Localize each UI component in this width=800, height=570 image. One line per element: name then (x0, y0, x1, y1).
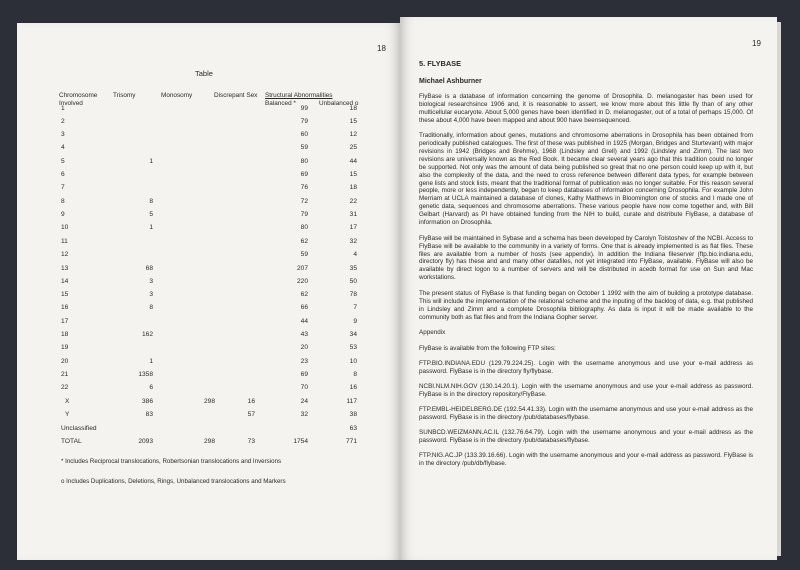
table-row (17, 357, 400, 367)
cell-trisomy: 2093 (138, 438, 153, 445)
cell-monosomy: 298 (203, 398, 215, 405)
cell-trisomy: 68 (145, 265, 153, 272)
table-row (17, 170, 400, 180)
table-row (17, 370, 400, 380)
cell-chromosome: X (65, 398, 70, 405)
cell-unbalanced: 117 (346, 398, 357, 405)
ftp-intro: FlyBase is available from the following FTP sites: (419, 344, 556, 352)
cell-unbalanced: 15 (349, 118, 357, 125)
cell-chromosome: 13 (61, 265, 69, 272)
article (419, 60, 753, 475)
cell-unbalanced: 38 (349, 411, 357, 418)
cell-unbalanced: 32 (349, 238, 357, 245)
cell-chromosome: 18 (61, 331, 69, 338)
cell-unbalanced: 44 (349, 158, 357, 165)
cell-unbalanced: 35 (349, 265, 357, 272)
cell-chromosome: 20 (61, 358, 69, 365)
cell-trisomy: 6 (149, 384, 153, 391)
cell-trisomy: 1 (149, 358, 153, 365)
cell-discrepant-sex: 57 (247, 411, 255, 418)
cell-trisomy: 1 (149, 158, 153, 165)
header-unbalanced: Unbalanced o (319, 100, 359, 107)
cell-balanced: 220 (296, 278, 308, 285)
cell-unbalanced: 10 (349, 358, 357, 365)
paragraph: FlyBase will be maintained in Sybase and a schema has been developed by Carolyn Tolstoshev of the NCBI. Access to FlyBase will be available to the community in a variety of forms. One that is already implemented is as flat files. These files are available from a number of hosts (see appendix). In addition the Indiana fileserver (ftp.bio.indiana.edu, directory fly) has these and and many other datafiles, not yet integrated into FlyBase, available. FlyBase will also be available by direct logon to a number of servers and will be distributed in acedb format for use on Sun and Mac workstations. (419, 234, 753, 282)
cell-discrepant-sex: 16 (247, 398, 255, 405)
cell-trisomy: 5 (149, 211, 153, 218)
cell-unbalanced: 18 (349, 184, 357, 191)
header-discrepant-sex: Discrepant Sex (214, 92, 258, 99)
cell-chromosome: 4 (61, 144, 65, 151)
cell-unbalanced: 25 (349, 144, 357, 151)
cell-balanced: 59 (300, 251, 308, 258)
cell-balanced: 44 (300, 318, 308, 325)
cell-chromosome: 21 (61, 371, 69, 378)
left-page (17, 23, 400, 560)
cell-chromosome: 11 (61, 238, 68, 245)
cell-unbalanced: 22 (349, 198, 357, 205)
cell-balanced: 23 (300, 358, 308, 365)
section-title: 5. FLYBASE (419, 59, 462, 68)
header-involved: Involved (59, 100, 83, 107)
cell-monosomy: 298 (203, 438, 215, 445)
cell-balanced: 70 (300, 384, 308, 391)
page-edge (777, 22, 781, 556)
cell-trisomy: 8 (149, 198, 153, 205)
ftp-site: NCBI.NLM.NIH.GOV (130.14.20.1). Login with the username anonymous and use your e-mail address as password. FlyBase is in the directory repository/FlyBase. (419, 383, 753, 399)
cell-unbalanced: 63 (349, 425, 357, 432)
cell-chromosome: TOTAL (61, 438, 82, 445)
cell-balanced: 76 (300, 184, 308, 191)
page-number-left: 18 (377, 44, 386, 53)
cell-balanced: 80 (300, 158, 308, 165)
paragraph: The present status of FlyBase is that funding began on October 1 1992 with the aim of building a prototype database. This will include the implementation of the relational scheme and the inputing of the backlog of data, e.g. that published in Lindsley and Zimm and a complete Drosophila bibliography. As data is input it will be made available to the community both as flat files and from the Indiana Gopher server. (419, 289, 753, 321)
cell-chromosome: 5 (61, 158, 65, 165)
cell-discrepant-sex: 73 (247, 438, 255, 445)
cell-unbalanced: 9 (353, 318, 357, 325)
cell-trisomy: 1358 (138, 371, 153, 378)
cell-balanced: 69 (300, 371, 308, 378)
cell-chromosome: 9 (61, 211, 65, 218)
cell-chromosome: 17 (61, 318, 69, 325)
paragraph: FlyBase is a database of information concerning the genome of Drosophila. D. melanogaster has been used for biological researchsince 1906 and, it is reasonable to assert, we know more about this little fly than of any other multicellular eucaryote. About 5,000 genes have been identified in D. melanogaster, out of a total of perhaps 15,000. Of these about 4,000 have been mapped and about 900 have beensequenced. (419, 92, 753, 124)
table-row (17, 237, 400, 247)
cell-chromosome: 15 (61, 291, 69, 298)
cell-balanced: 1754 (293, 438, 308, 445)
cell-trisomy: 83 (145, 411, 153, 418)
table-row (17, 397, 400, 407)
cell-chromosome: 19 (61, 344, 69, 351)
cell-unbalanced: 53 (349, 344, 357, 351)
cell-unbalanced: 8 (353, 371, 357, 378)
cell-chromosome: 8 (61, 198, 65, 205)
header-monosomy: Monosomy (161, 92, 193, 99)
cell-chromosome: 6 (61, 171, 65, 178)
cell-balanced: 66 (300, 304, 308, 311)
header-trisomy: Trisomy (113, 92, 136, 99)
cell-balanced: 24 (300, 398, 308, 405)
page-number-right: 19 (752, 39, 761, 48)
cell-unbalanced: 4 (353, 251, 357, 258)
cell-unbalanced: 31 (349, 211, 357, 218)
cell-unbalanced: 15 (349, 171, 357, 178)
cell-balanced: 60 (300, 131, 308, 138)
cell-trisomy: 8 (149, 304, 153, 311)
cell-balanced: 20 (300, 344, 308, 351)
cell-unbalanced: 34 (349, 331, 357, 338)
table-row (17, 424, 400, 434)
cell-unbalanced: 7 (353, 304, 357, 311)
appendix-heading: Appendix (419, 329, 446, 337)
cell-balanced: 99 (300, 105, 308, 112)
cell-balanced: 79 (300, 118, 308, 125)
table-row (17, 303, 400, 313)
header-structural: Structural Abnormalities (265, 92, 333, 99)
cell-balanced: 43 (300, 331, 308, 338)
table-row (17, 290, 400, 300)
header-balanced: Balanced * (265, 100, 296, 107)
cell-chromosome: 1 (61, 105, 65, 112)
table-row (17, 117, 400, 127)
cell-balanced: 69 (300, 171, 308, 178)
table-row (17, 197, 400, 207)
cell-unbalanced: 50 (349, 278, 357, 285)
cell-unbalanced: 12 (349, 131, 357, 138)
cell-chromosome: Unclassified (61, 425, 97, 432)
table-row (17, 410, 400, 420)
cell-unbalanced: 18 (349, 105, 357, 112)
author-name: Michael Ashburner (419, 77, 482, 85)
footnote-unbalanced: o Includes Duplications, Deletions, Rings, Unbalanced translocations and Markers (61, 478, 286, 485)
right-page (400, 17, 777, 560)
cell-trisomy: 3 (149, 278, 153, 285)
cell-chromosome: Y (65, 411, 70, 418)
cell-unbalanced: 78 (349, 291, 357, 298)
table-row (17, 210, 400, 220)
cell-chromosome: 22 (61, 384, 69, 391)
table-row (17, 317, 400, 327)
paragraph: Traditionally, information about genes, mutations and chromosome aberrations in Drosophila has been obtained from periodically published catalogues. The first of these was published in 1925 (Morgan, Bridges and Sturtevant) with major revisions in 1942 (Bridges and Brehme), 1968 (Lindsley and Grell) and 1992 (Lindsley and Zimm). The last two revisions are universally known as the Red Book. It became clear several years ago that this tradition could no longer be supported. Not only was the amount of data being published so great that no one person could keep up with it, but also the complexity of the data, and the need to cross reference between different data types, for example between gene lists and stock lists, meant that the traditional format of publication was no longer suitable. For this reason several people, more or less independently, began to keep databases of information concerning Drosophila. For example John Merriam at UCLA maintained a database of clones, Kathy Matthews in Bloomington one of stocks and I made one of genetic data, sequences and chromosome aberrations. These various people have now come together and, with Bill Gelbart (Harvard) as PI have obtained funding from the NIH to build, curate and distribute FlyBase, a database of information on Drosophila. (419, 132, 753, 227)
table-row (17, 143, 400, 153)
cell-balanced: 59 (300, 144, 308, 151)
cell-chromosome: 12 (61, 251, 69, 258)
table-row (17, 223, 400, 233)
table-row (17, 157, 400, 167)
ftp-site: FTP.BIO.INDIANA.EDU (129.79.224.25). Login with the username anonymous and use your e-mail address as password. FlyBase is in the directory fly/flybase. (419, 360, 753, 376)
cell-chromosome: 7 (61, 184, 65, 191)
cell-trisomy: 162 (141, 331, 153, 338)
ftp-site: FTP.EMBL-HEIDELBERG.DE (192.54.41.33). Login with the username anonymous and use your e-mail address as the password. FlyBase is in the directory /pub/databases/flybase. (419, 406, 753, 422)
cell-chromosome: 16 (61, 304, 69, 311)
cell-balanced: 207 (296, 265, 308, 272)
table-row (17, 383, 400, 393)
cell-unbalanced: 16 (349, 384, 357, 391)
table-row (17, 104, 400, 114)
cell-unbalanced: 17 (349, 224, 357, 231)
cell-chromosome: 14 (61, 278, 69, 285)
cell-balanced: 80 (300, 224, 308, 231)
cell-balanced: 62 (300, 291, 308, 298)
table-row (17, 277, 400, 287)
cell-balanced: 79 (300, 211, 308, 218)
cell-trisomy: 386 (141, 398, 153, 405)
table-row (17, 343, 400, 353)
cell-balanced: 72 (300, 198, 308, 205)
cell-chromosome: 3 (61, 131, 65, 138)
cell-chromosome: 2 (61, 118, 65, 125)
cell-unbalanced: 771 (345, 438, 357, 445)
ftp-site: FTP.NIG.AC.JP (133.39.16.66). Login with the username anonymous and your e-mail address as password. FlyBase is in the directory /pub/db/flybase. (419, 452, 753, 468)
table-row (17, 437, 400, 447)
cell-balanced: 32 (300, 411, 308, 418)
header-chromosome: Chromosome (59, 92, 98, 99)
table-row (17, 330, 400, 340)
table-row (17, 264, 400, 274)
cell-trisomy: 3 (149, 291, 153, 298)
cell-trisomy: 1 (149, 224, 153, 231)
table-row (17, 183, 400, 193)
table-title: Table (195, 69, 213, 78)
ftp-site: SUNBCD.WEIZMANN.AC.IL (132.76.64.79). Login with the username anonymous and your e-mail address as the password. FlyBase is in the directory /pub/databases/flybase. (419, 429, 753, 445)
cell-balanced: 62 (300, 238, 308, 245)
cell-chromosome: 10 (61, 224, 69, 231)
table-row (17, 130, 400, 140)
table-row (17, 250, 400, 260)
footnote-balanced: * Includes Reciprocal translocations, Robertsonian translocations and Inversions (61, 458, 282, 465)
